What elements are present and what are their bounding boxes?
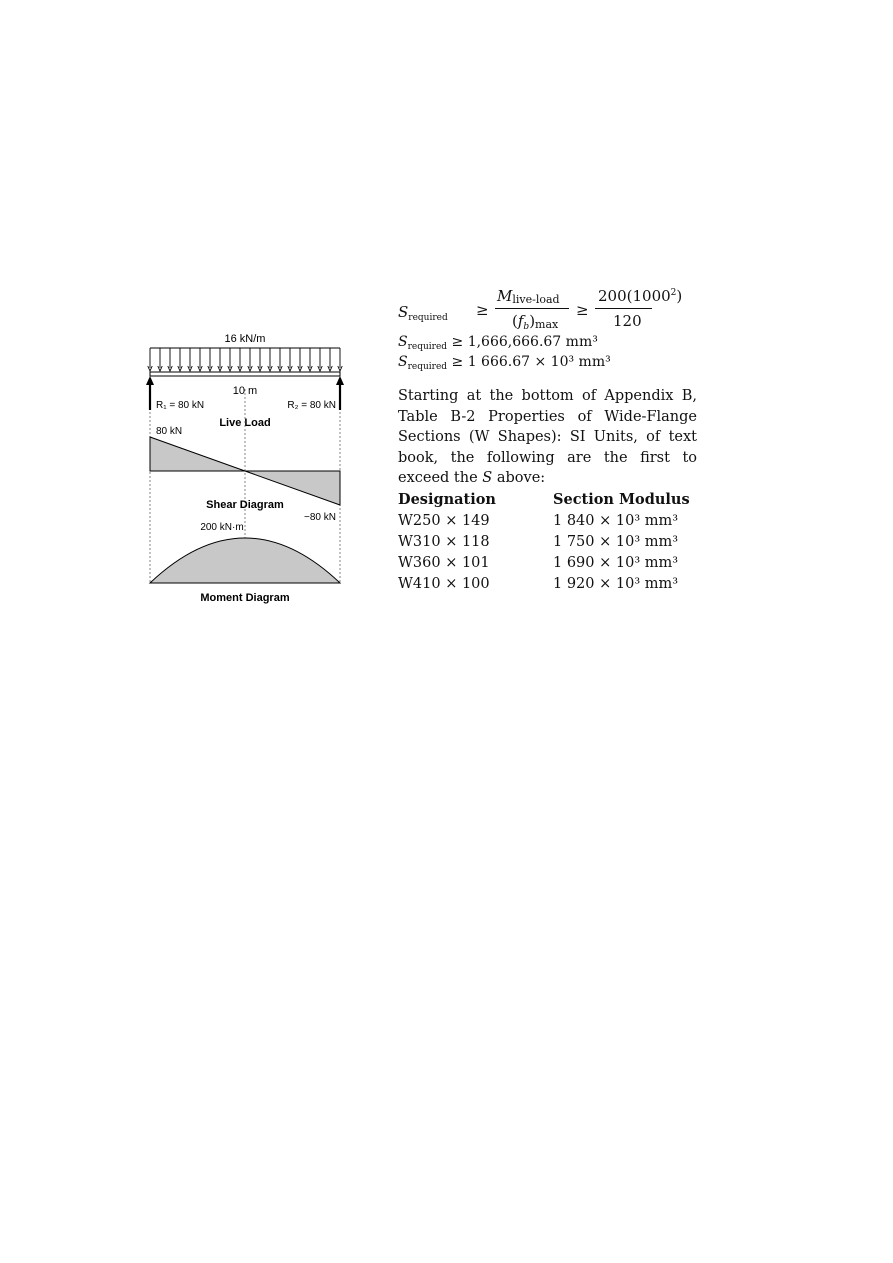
- load-arrow: [198, 348, 202, 371]
- equation-line-3: $S_{required} \ge 1$ 666.67 × 10³ mm³: [398, 354, 611, 372]
- table-row: [398, 531, 690, 552]
- section-table: [398, 489, 690, 594]
- designation-cell: W310 × 118: [398, 533, 490, 550]
- section-modulus-equation: [398, 284, 698, 332]
- span-label: 10 m: [232, 385, 258, 397]
- shear-title: Shear Diagram: [206, 499, 284, 511]
- load-arrow: [148, 348, 152, 371]
- shear-right-label: −80 kN: [304, 512, 336, 523]
- moment-area: [150, 538, 340, 583]
- designation-cell: W360 × 101: [398, 554, 490, 571]
- load-arrow: [298, 348, 302, 371]
- fraction-2-denominator: 120: [613, 312, 642, 330]
- section-table-header: [398, 489, 690, 510]
- load-arrow: [158, 348, 162, 371]
- load-arrow: [178, 348, 182, 371]
- geq-symbol-1: ≥: [476, 301, 489, 319]
- load-arrow: [328, 348, 332, 371]
- s-required-term: $S_{required}$: [398, 303, 448, 323]
- load-arrow: [248, 348, 252, 371]
- shear-left-label: 80 kN: [156, 426, 183, 437]
- beam-diagram-svg: [140, 325, 360, 610]
- equation-line-3-value: 1 666.67 × 10³ mm³: [467, 354, 611, 370]
- load-arrow: [288, 348, 292, 371]
- equation-line-2-value: 1,666,666.67 mm³: [467, 334, 598, 350]
- section-modulus-cell: 1 750 × 10³ mm³: [553, 533, 679, 550]
- section-modulus-cell: 1 920 × 10³ mm³: [553, 575, 679, 592]
- section-modulus-cell: 1 840 × 10³ mm³: [553, 512, 679, 529]
- header-section-modulus: Section Modulus: [553, 491, 690, 508]
- load-arrow: [208, 348, 212, 371]
- load-arrow: [318, 348, 322, 371]
- moment-max-label: 200 kN·m: [200, 522, 244, 533]
- moment-title: Moment Diagram: [200, 592, 290, 604]
- fraction-2-numerator: 200(1000$^2$): [598, 287, 683, 305]
- load-arrow: [218, 348, 222, 371]
- fraction-2-bar: [595, 308, 652, 309]
- load-arrow: [228, 348, 232, 371]
- geq-symbol-2: ≥: [576, 301, 589, 319]
- calculation-block: [398, 284, 698, 594]
- reaction-arrow-left: [146, 376, 154, 410]
- load-arrow: [188, 348, 192, 371]
- load-arrow: [308, 348, 312, 371]
- explanation-paragraph: Starting at the bottom of Appendix B, Table B-2 Properties of Wide-Flange Sections (W Shapes): SI Units, of text book, the following are the first to exceed the S above:: [398, 388, 697, 486]
- reaction-left-label: R₁ = 80 kN: [156, 400, 205, 411]
- equation-line-2: $S_{required} \ge 1,666,666.67$ mm³: [398, 334, 598, 352]
- section-modulus-cell: 1 690 × 10³ mm³: [553, 554, 679, 571]
- load-arrow: [168, 348, 172, 371]
- header-designation: Designation: [398, 491, 496, 508]
- beam-diagram: [140, 325, 360, 610]
- fraction-1-numerator: Mlive-load: [497, 287, 560, 306]
- reaction-arrow-right: [336, 376, 344, 410]
- load-arrow: [338, 348, 342, 371]
- beam: [150, 372, 340, 376]
- table-row: [398, 552, 690, 573]
- shear-positive-area: [150, 437, 245, 471]
- table-row: [398, 510, 690, 531]
- load-arrow: [268, 348, 272, 371]
- live-load-title: Live Load: [219, 417, 271, 429]
- designation-cell: W410 × 100: [398, 575, 490, 592]
- load-arrow: [258, 348, 262, 371]
- distributed-load-arrows: [148, 348, 342, 371]
- reaction-right-label: R₂ = 80 kN: [287, 400, 336, 411]
- load-arrow: [278, 348, 282, 371]
- table-row: [398, 573, 690, 594]
- fraction-1-bar: [495, 308, 569, 309]
- designation-cell: W250 × 149: [398, 512, 490, 529]
- load-label: 16 kN/m: [224, 333, 266, 345]
- fraction-1-denominator: $(f_b)\max$: [512, 312, 559, 332]
- load-arrow: [238, 348, 242, 371]
